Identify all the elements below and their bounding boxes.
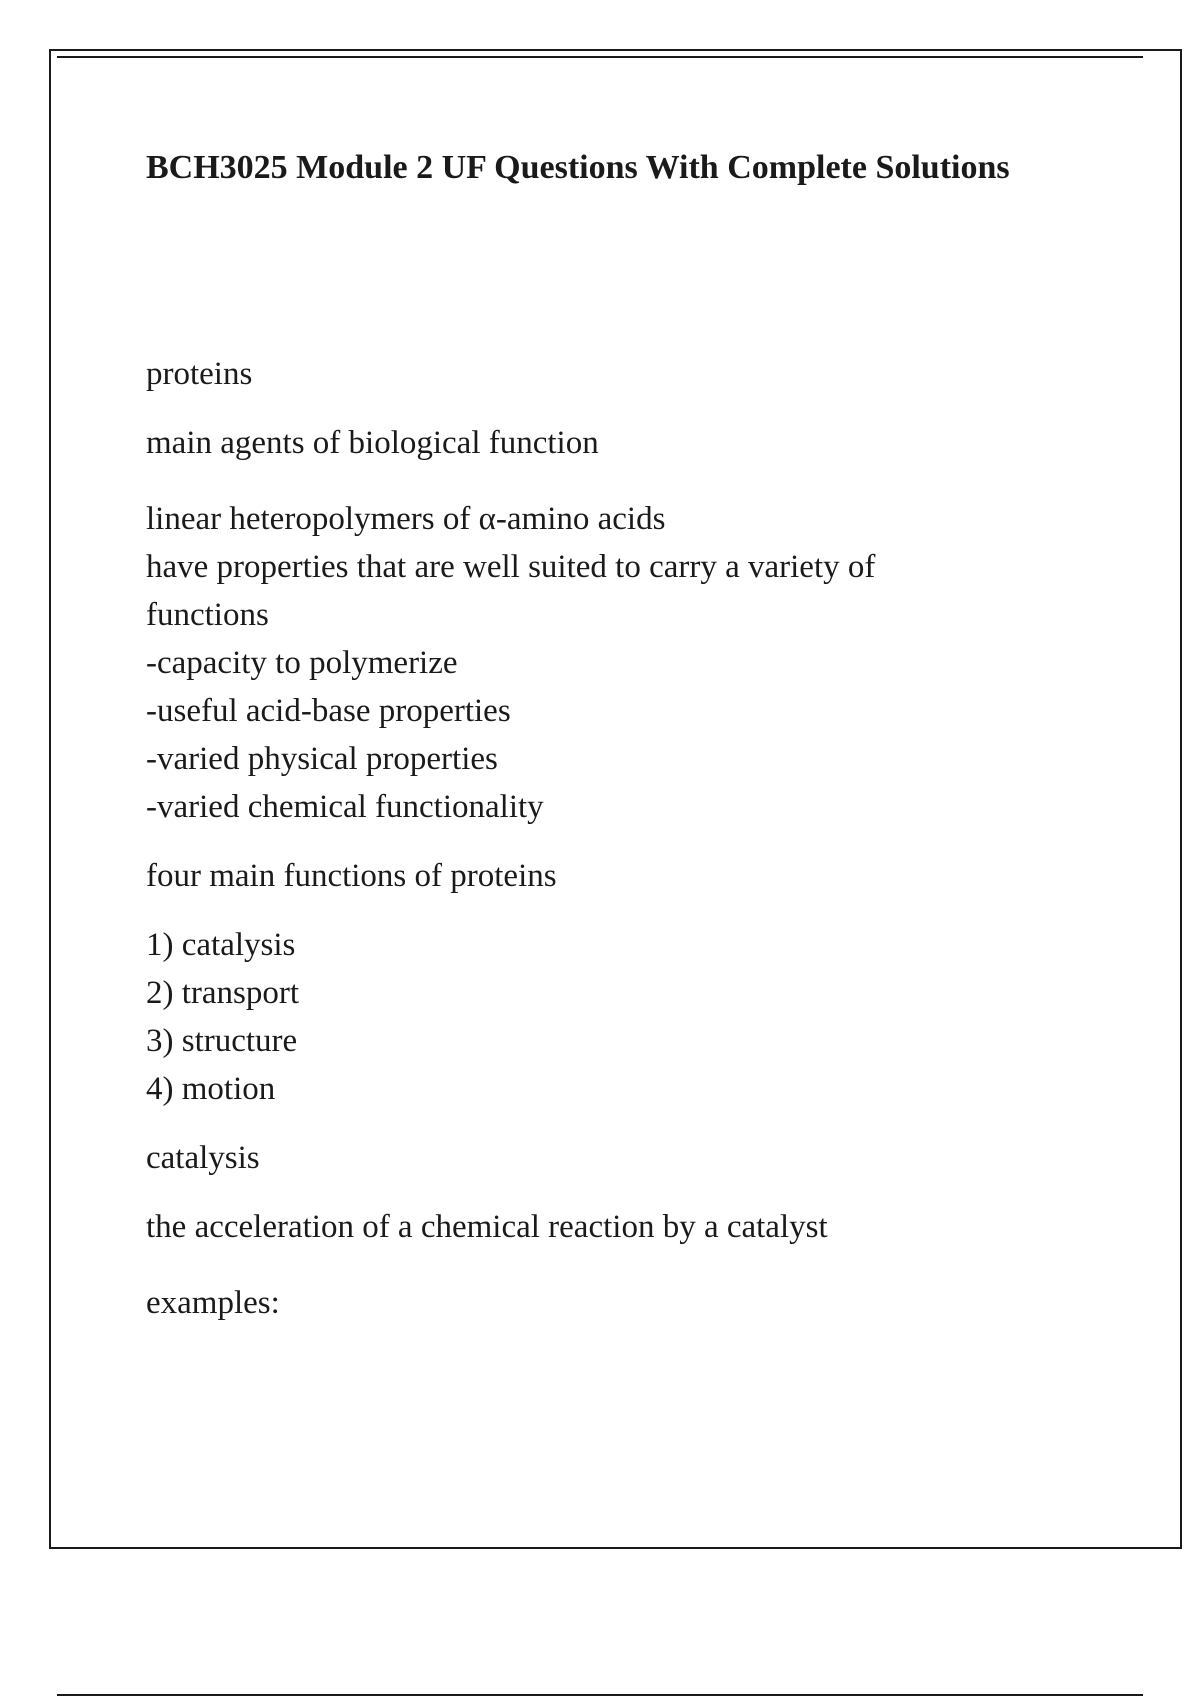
top-rule — [57, 56, 1143, 58]
definition-line: functions — [146, 597, 269, 633]
definition-four-main-functions — [146, 921, 1106, 1113]
term-four-main-functions: four main functions of proteins — [146, 858, 557, 894]
term-catalysis: catalysis — [146, 1140, 260, 1176]
definition-line: -useful acid-base properties — [146, 693, 511, 729]
definition-line: linear heteropolymers of α-amino acids — [146, 501, 666, 537]
definition-line: have properties that are well suited to carry a variety of — [146, 549, 876, 585]
definition-line: -capacity to polymerize — [146, 645, 458, 681]
definition-line: examples: — [146, 1285, 280, 1321]
definition-line: 2) transport — [146, 975, 300, 1011]
bottom-rule — [57, 1694, 1143, 1696]
definition-line: the acceleration of a chemical reaction by a catalyst — [146, 1209, 828, 1245]
definition-catalysis — [146, 1203, 1106, 1327]
definition-line: -varied chemical functionality — [146, 789, 544, 825]
definition-proteins — [146, 419, 1106, 831]
definition-line: 1) catalysis — [146, 927, 296, 963]
document-title: BCH3025 Module 2 UF Questions With Complete Solutions — [146, 149, 1010, 186]
definition-line: -varied physical properties — [146, 741, 498, 777]
definition-line: main agents of biological function — [146, 425, 599, 461]
flashcard-list — [146, 350, 1106, 1348]
term-proteins: proteins — [146, 356, 253, 392]
definition-line: 4) motion — [146, 1071, 276, 1107]
definition-line: 3) structure — [146, 1023, 298, 1059]
